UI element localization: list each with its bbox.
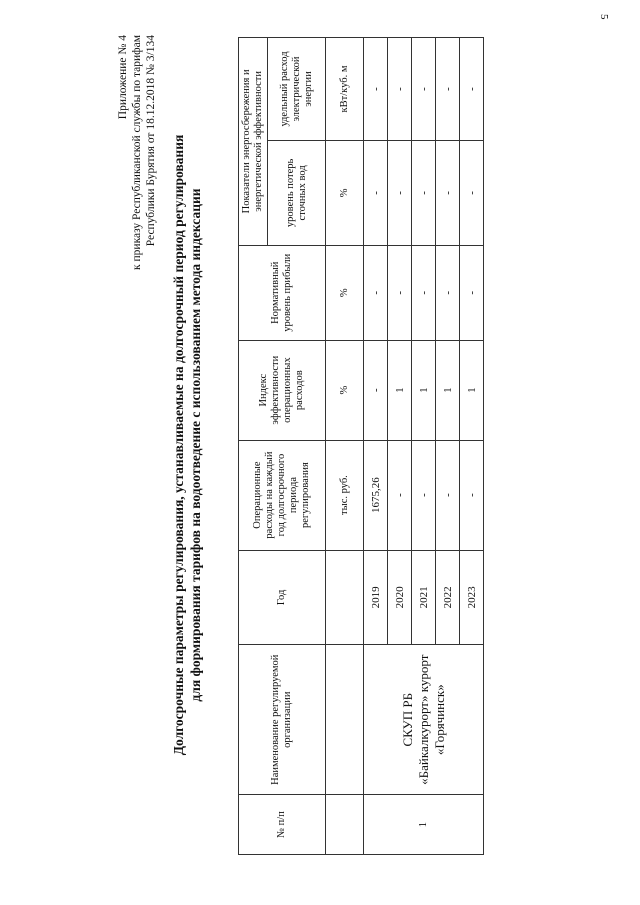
page-number: 5 — [598, 14, 610, 20]
parameters-table — [238, 37, 484, 855]
row-opex: - — [412, 440, 436, 550]
row-year: 2021 — [412, 550, 436, 645]
row-year: 2022 — [436, 550, 460, 645]
title-line-1: Долгосрочные параметры регулирования, устанавливаемые на долгосрочный период регулирования — [171, 134, 186, 756]
row-profit: - — [460, 245, 484, 340]
row-opex: - — [388, 440, 412, 550]
header-org: Наименование регулируемой организации — [239, 645, 326, 795]
header-num: № п/п — [239, 795, 326, 855]
units-losses: % — [326, 140, 364, 245]
org-name: СКУП РБ «Байкалкурорт» курорт «Горячинск» — [364, 645, 484, 795]
row-profit: - — [388, 245, 412, 340]
row-profit: - — [436, 245, 460, 340]
row-losses: - — [388, 140, 412, 245]
row-index: 1 — [412, 340, 436, 440]
header-opex: Операционные расходы на каждый год долгосрочного периода регулирования — [239, 440, 326, 550]
row-opex: - — [436, 440, 460, 550]
row-profit: - — [364, 245, 388, 340]
row-losses: - — [436, 140, 460, 245]
row-losses: - — [460, 140, 484, 245]
units-profit: % — [326, 245, 364, 340]
document-title — [170, 35, 204, 855]
row-index: 1 — [460, 340, 484, 440]
row-index: - — [364, 340, 388, 440]
appendix-line-2: к приказу Республиканской службы по тарифам — [131, 35, 143, 270]
appendix-block — [116, 35, 158, 270]
row-specific: - — [436, 38, 460, 141]
units-opex: тыс. руб. — [326, 440, 364, 550]
appendix-line-3: Республики Бурятия от 18.12.2018 № 3/134 — [145, 35, 157, 247]
units-year — [326, 550, 364, 645]
row-losses: - — [364, 140, 388, 245]
row-year: 2023 — [460, 550, 484, 645]
row-specific: - — [460, 38, 484, 141]
units-org — [326, 645, 364, 795]
title-line-2: для формирования тарифов на водоотведение с использованием метода индексации — [188, 188, 203, 702]
row-specific: - — [388, 38, 412, 141]
appendix-line-1: Приложение № 4 — [117, 35, 129, 120]
row-opex: - — [460, 440, 484, 550]
row-profit: - — [412, 245, 436, 340]
row-index: 1 — [436, 340, 460, 440]
row-year: 2020 — [388, 550, 412, 645]
units-specific: кВт/куб. м — [326, 38, 364, 141]
header-specific: удельный расход электрической энергии — [268, 38, 326, 141]
header-index: Индекс эффективности операционных расходов — [239, 340, 326, 440]
units-num — [326, 795, 364, 855]
header-profit: Нормативный уровень прибыли — [239, 245, 326, 340]
row-losses: - — [412, 140, 436, 245]
row-index: 1 — [388, 340, 412, 440]
units-index: % — [326, 340, 364, 440]
header-energy-group: Показатели энергосбережения и энергетической эффективности — [239, 38, 268, 246]
org-number: 1 — [364, 795, 484, 855]
table-row — [364, 38, 388, 855]
header-year: Год — [239, 550, 326, 645]
row-year: 2019 — [364, 550, 388, 645]
rotated-page-content — [110, 35, 580, 855]
row-specific: - — [412, 38, 436, 141]
header-row-1 — [239, 38, 268, 855]
units-row — [326, 38, 364, 855]
row-specific: - — [364, 38, 388, 141]
header-losses: уровень потерь сточных вод — [268, 140, 326, 245]
row-opex: 1675,26 — [364, 440, 388, 550]
